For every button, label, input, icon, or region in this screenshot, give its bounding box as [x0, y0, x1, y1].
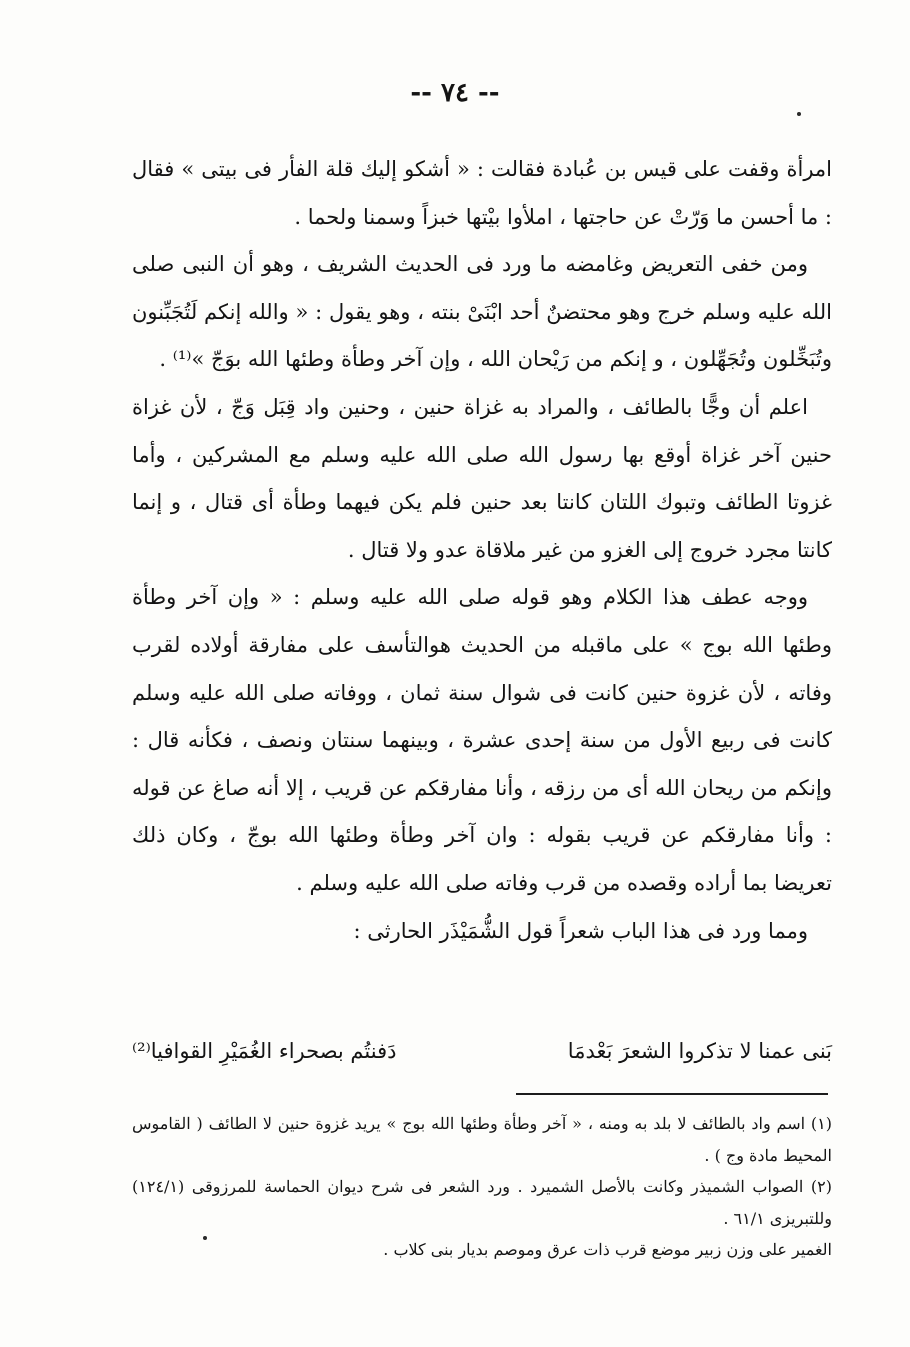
- main-text: [132, 146, 832, 955]
- page-number: -- ٧٤ --: [410, 78, 500, 108]
- footnote-2: (٢) الصواب الشميذر وكانت بالأصل الشميرد . ورد الشعر فى شرح ديوان الحماسة للمرزوقى (١٢٤/١) وللتبريزى ٦١/١ .: [132, 1177, 832, 1228]
- footnote-separator: [516, 1093, 828, 1095]
- footnote-1: (١) اسم واد بالطائف لا بلد به ومنه ، « آخر وطأة وطئها الله بوج » يريد غزوة حنين لا الطائف ( القاموس المحيط مادة وج ) .: [132, 1114, 832, 1165]
- paragraph-1: امرأة وقفت على قيس بن عُبادة فقالت : « أشكو إليك قلة الفأر فى بيتى » فقال : ما أحسن ما وَرّتْ عن حاجتها ، املأوا بيْتها خبزاً وسمنا ولحما .: [132, 157, 832, 229]
- verse-first-hemistich: بَنى عمنا لا تذكروا الشعرَ بَعْدمَا: [567, 1039, 832, 1063]
- paragraph-3: اعلم أن وجًّا بالطائف ، والمراد به غزاة حنين ، وحنين واد قِبَل وَجّ ، لأن غزاة حنين آخر غزاة أوقع بها رسول الله صلى الله عليه وسلم مع المشركين ، وأما غزوتا الطائف وتبوك اللتان كانتا بعد حنين فلم يكن فيهما وطأة أى قتال ، و إنما كانتا مجرد خروج إلى الغزو من غير ملاقاة عدو ولا قتال .: [132, 394, 832, 562]
- verse-second-hemistich: دَفنتُم بصحراء الغُمَيْرِ القوافيا⁽²⁾: [132, 1039, 397, 1063]
- paragraph-5: ومما ورد فى هذا الباب شعراً قول الشُّمَيْذَر الحارثى :: [353, 918, 808, 943]
- paragraph-4: ووجه عطف هذا الكلام وهو قوله صلى الله عليه وسلم : « وإن آخر وطأة وطئها الله بوج » على ماقبله من الحديث هوالتأسف على مفارقة أولاده لقرب وفاته ، لأن غزوة حنين كانت فى شوال سنة ثمان ، ووفاته صلى الله عليه وسلم كانت فى ربيع الأول من سنة إحدى عشرة ، وبينهما سنتان ونصف ، فكأنه قال : وإنكم من ريحان الله أى من رزقه ، وأنا مفارقكم عن قريب ، إلا أنه صاغ عن قوله : وأنا مفارقكم عن قريب بقوله : وان آخر وطأة وطئها الله بوجّ ، وكان ذلك تعريضا بما أراده وقصده من قرب وفاته صلى الله عليه وسلم .: [132, 585, 832, 895]
- poem-verse: [132, 1028, 832, 1075]
- footnotes: [132, 1108, 832, 1266]
- paragraph-2: ومن خفى التعريض وغامضه ما ورد فى الحديث الشريف ، وهو أن النبى صلى الله عليه وسلم خرج وهو محتضنٌ أحد ابْنَىْ بنته ، وهو يقول : « والله إنكم لَتُجَبِّنون وتُبَخِّلون وتُجَهِّلون ، و إنكم من رَيْحان الله ، وإن آخر وطأة وطئها الله بوَجّ »⁽¹⁾ .: [132, 252, 832, 372]
- print-speck: [797, 112, 801, 116]
- footnote-3: الغمير على وزن زبير موضع قرب ذات عرق وموصم بديار بنى كلاب .: [383, 1240, 832, 1259]
